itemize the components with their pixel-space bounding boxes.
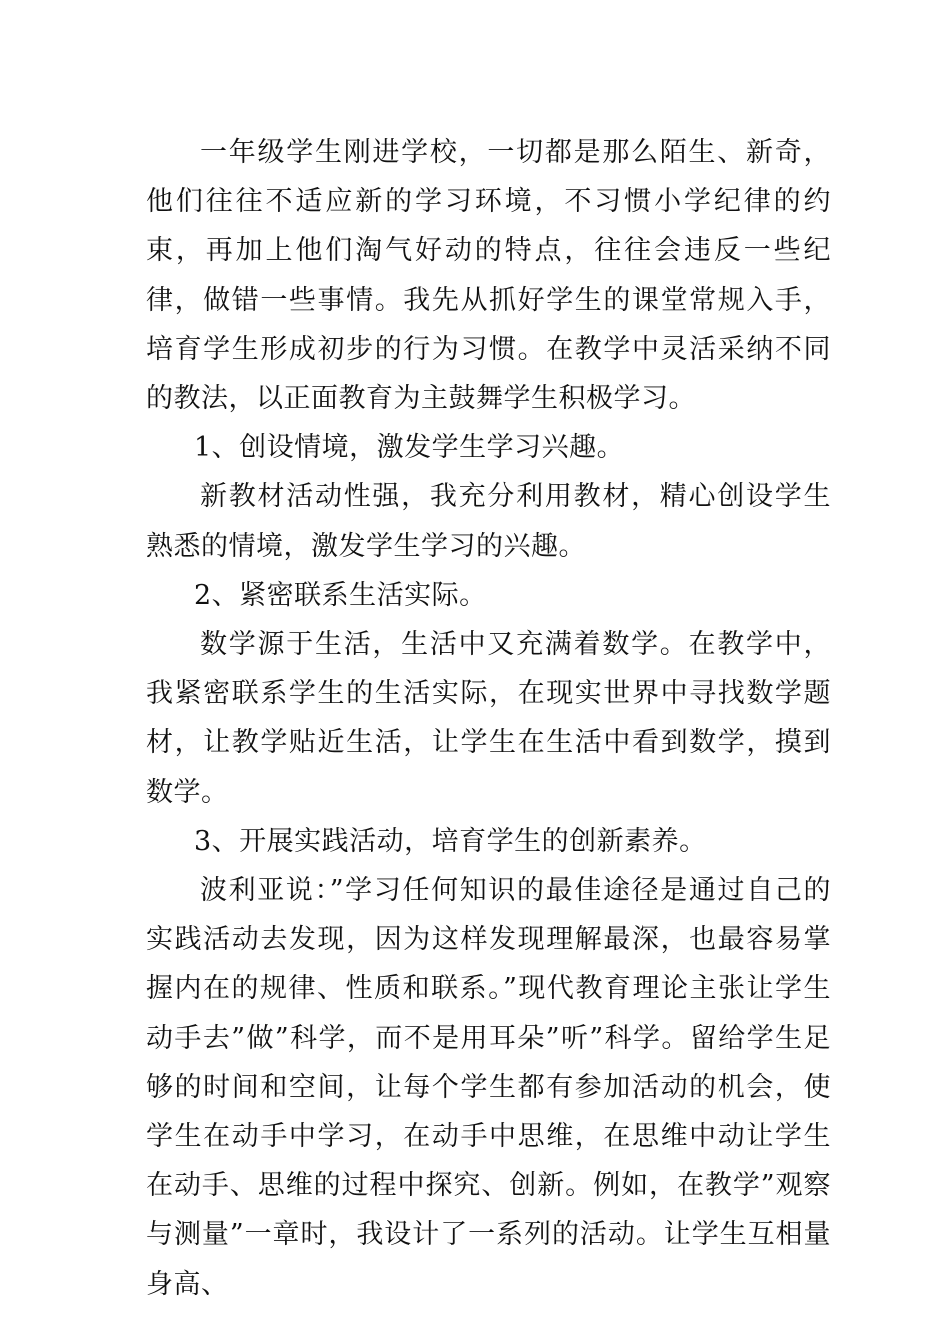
section-heading-3: 3、开展实践活动，培育学生的创新素养。 bbox=[194, 825, 707, 857]
paragraph-3: 波利亚说：”学习任何知识的最佳途径是通过自己的实践活动去发现，因为这样发现理解最深，也最容易掌握内在的规律、性质和联系。”现代教育理论主张让学生动手去”做”科学，而不是用耳朵”听”科学。留给学生足够的时间和空间，让每个学生都有参加活动的机会，使学生在动手中学习，在动手中思维，在思维中动让学生在动手、思维的过程中探究、创新。例如，在教学”观察与测量”一章时，我设计了一系列的活动。让学生互相量身高、 bbox=[146, 875, 831, 1300]
paragraph-2: 数学源于生活，生活中又充满着数学。在教学中，我紧密联系学生的生活实际，在现实世界中寻找数学题材，让教学贴近生活，让学生在生活中看到数学，摸到数学。 bbox=[146, 629, 831, 808]
document-page bbox=[146, 128, 831, 1309]
paragraph-intro: 一年级学生刚进学校，一切都是那么陌生、新奇，他们往往不适应新的学习环境，不习惯小学纪律的约束，再加上他们淘气好动的特点，往往会违反一些纪律，做错一些事情。我先从抓好学生的课堂常规入手，培育学生形成初步的行为习惯。在教学中灵活采纳不同的教法，以正面教育为主鼓舞学生积极学习。 bbox=[146, 137, 831, 415]
paragraph-1: 新教材活动性强，我充分利用教材，精心创设学生熟悉的情境，激发学生学习的兴趣。 bbox=[146, 481, 831, 562]
section-heading-1: 1、创设情境，激发学生学习兴趣。 bbox=[194, 432, 625, 464]
section-heading-2: 2、紧密联系生活实际。 bbox=[194, 579, 487, 611]
